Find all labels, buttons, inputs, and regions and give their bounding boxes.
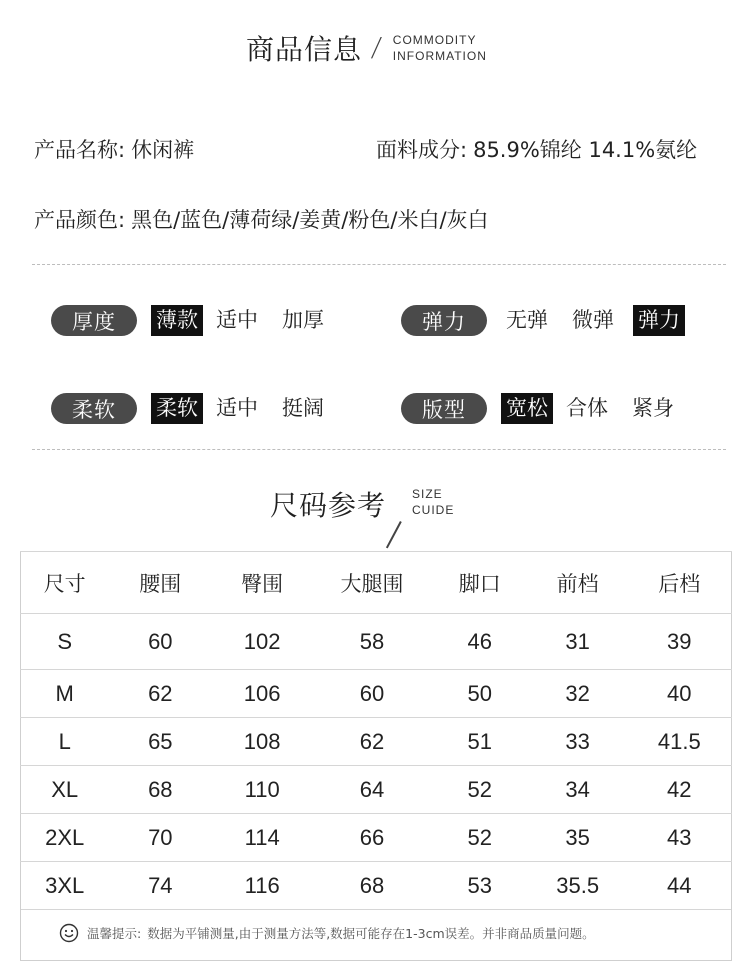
tip-label: 温馨提示: [87,925,142,941]
title-slash [386,521,401,548]
table-cell: 52 [432,766,528,814]
attr-option: 合体 [566,396,608,420]
section-title: 商品信息 [246,33,363,66]
attr-softness [51,393,343,424]
tip-text: 数据为平铺测量,由于测量方法等,数据可能存在1-3cm误差。并非商品质量问题。 [147,925,595,941]
table-cell: 70 [108,814,212,862]
table-cell: 32 [528,670,628,718]
attr-option: 微弹 [572,308,614,332]
table-cell: 108 [212,718,312,766]
table-cell: 35.5 [528,862,628,910]
table-cell: 41.5 [628,718,732,766]
table-cell: 46 [432,614,528,670]
attr-elasticity [401,305,699,336]
table-cell: XL [21,766,109,814]
table-cell: 110 [212,766,312,814]
table-cell: 39 [628,614,732,670]
table-header-cell: 尺寸 [21,552,109,614]
table-cell: 60 [312,670,432,718]
table-header-cell: 大腿围 [312,552,432,614]
table-header-cell: 脚口 [432,552,528,614]
table-cell: 43 [628,814,732,862]
commodity-info-header [246,28,487,68]
attr-option: 无弹 [506,308,548,332]
product-colors: 产品颜色: 黑色/蓝色/薄荷绿/姜黄/粉色/米白/灰白 [34,208,489,232]
section-title: 尺码参考 [270,489,387,522]
table-body [21,614,732,910]
table-cell: 53 [432,862,528,910]
attr-option: 适中 [216,396,258,420]
table-cell: 102 [212,614,312,670]
table-row [21,614,732,670]
measurement-tip [20,905,732,961]
size-guide-header [270,484,454,524]
table-header-cell: 前档 [528,552,628,614]
attr-option: 挺阔 [282,396,324,420]
divider [32,449,726,450]
table-cell: 34 [528,766,628,814]
table-cell: 31 [528,614,628,670]
table-cell: 51 [432,718,528,766]
title-slash: / [369,33,383,63]
table-cell: 35 [528,814,628,862]
attr-option: 加厚 [282,308,324,332]
table-header-cell: 臀围 [212,552,312,614]
table-cell: 60 [108,614,212,670]
table-cell: 2XL [21,814,109,862]
attr-option: 紧身 [632,396,674,420]
smiley-icon [59,923,79,943]
table-cell: 106 [212,670,312,718]
table-row [21,862,732,910]
table-cell: 52 [432,814,528,862]
table-row [21,718,732,766]
table-cell: M [21,670,109,718]
table-cell: 42 [628,766,732,814]
attr-option: 适中 [216,308,258,332]
attr-label-pill: 版型 [401,393,487,424]
table-cell: 33 [528,718,628,766]
table-cell: S [21,614,109,670]
product-name: 产品名称: 休闲裤 [34,138,195,162]
attr-label-pill: 厚度 [51,305,137,336]
attr-option-selected: 宽松 [501,393,553,424]
table-cell: 68 [312,862,432,910]
table-cell: 66 [312,814,432,862]
table-cell: 58 [312,614,432,670]
table-header-row [21,552,732,614]
section-subtitle: SIZE CUIDE [412,487,455,517]
table-cell: 74 [108,862,212,910]
section-subtitle: COMMODITY INFORMATION [392,33,487,63]
table-cell: 62 [312,718,432,766]
table-cell: 50 [432,670,528,718]
table-header-cell: 后档 [628,552,732,614]
table-cell: 68 [108,766,212,814]
table-cell: 116 [212,862,312,910]
divider [32,264,726,265]
attr-label-pill: 弹力 [401,305,487,336]
table-cell: 114 [212,814,312,862]
attr-option-selected: 弹力 [633,305,685,336]
product-fabric: 面料成分: 85.9%锦纶 14.1%氨纶 [376,138,698,162]
size-table [20,551,732,910]
table-row [21,814,732,862]
table-cell: 44 [628,862,732,910]
attr-fit [401,393,693,424]
attr-thickness [51,305,343,336]
table-cell: 62 [108,670,212,718]
table-cell: L [21,718,109,766]
attr-label-pill: 柔软 [51,393,137,424]
table-cell: 3XL [21,862,109,910]
table-cell: 64 [312,766,432,814]
table-cell: 65 [108,718,212,766]
attr-option-selected: 薄款 [151,305,203,336]
table-row [21,670,732,718]
table-cell: 40 [628,670,732,718]
table-row [21,766,732,814]
attr-option-selected: 柔软 [151,393,203,424]
table-header-cell: 腰围 [108,552,212,614]
